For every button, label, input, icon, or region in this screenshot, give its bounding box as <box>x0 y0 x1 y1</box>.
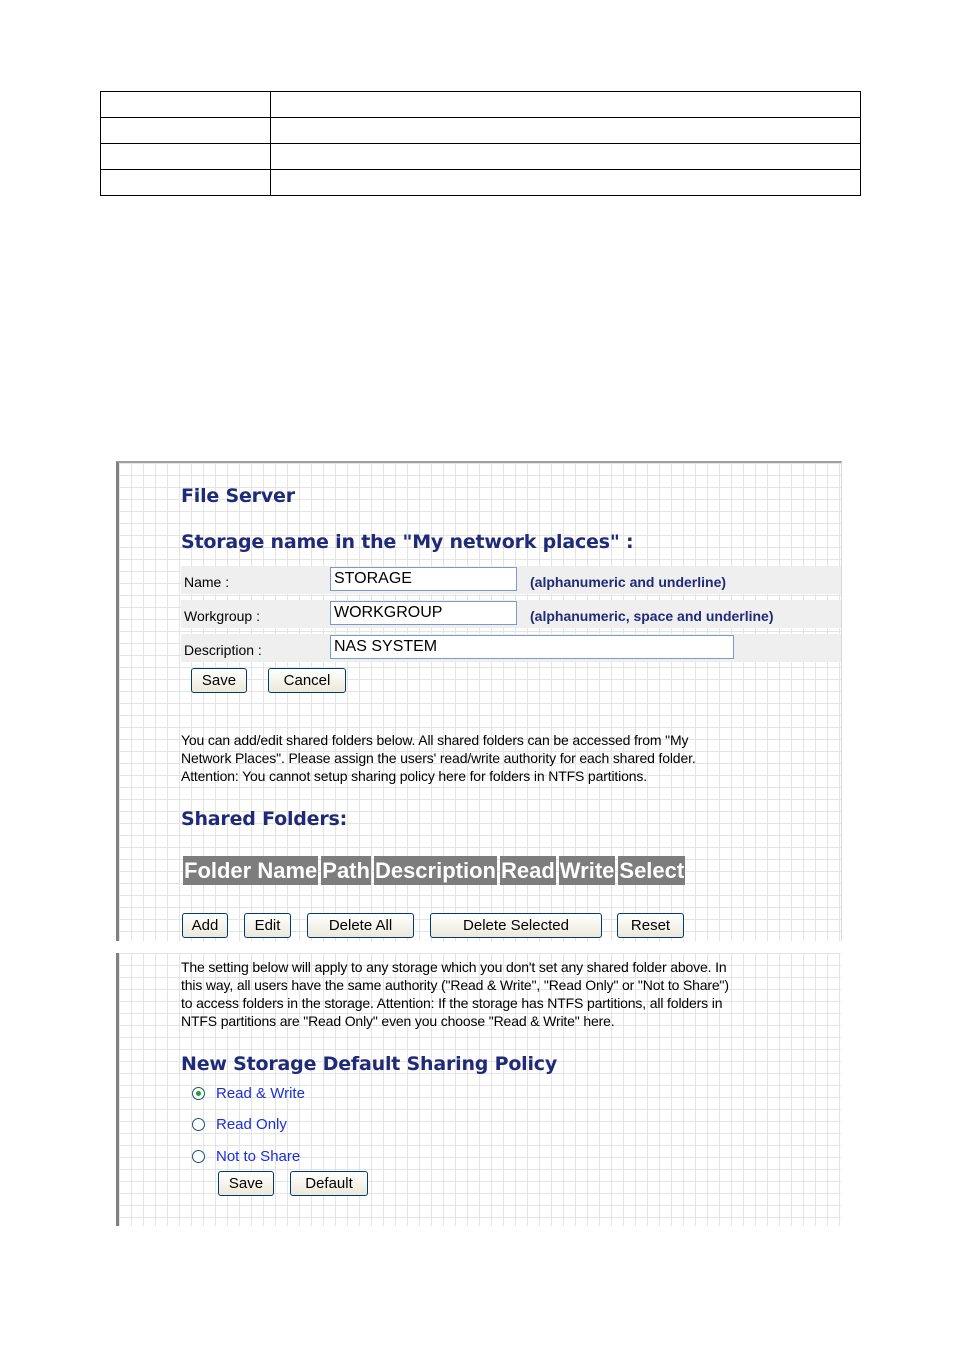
column-header-read: Read <box>500 858 555 883</box>
edit-button[interactable]: Edit <box>244 913 291 938</box>
table-row <box>101 170 861 196</box>
radio-read-only[interactable] <box>192 1116 287 1133</box>
name-input[interactable] <box>330 567 517 591</box>
radio-read-write[interactable] <box>192 1085 305 1102</box>
radio-label[interactable]: Read Only <box>216 1116 287 1133</box>
shared-info-text: You can add/edit shared folders below. All shared folders can be accessed from "My Network Places". Please assign the users' read/write authority for each shared folder. Attention: You cannot setup sharing policy here for folders in NTFS partitions. <box>181 732 696 784</box>
column-header-description: Description <box>374 858 496 883</box>
workgroup-input[interactable] <box>330 601 517 625</box>
radio-label[interactable]: Read & Write <box>216 1085 305 1102</box>
table-row <box>101 144 861 170</box>
sharing-policy-heading: New Storage Default Sharing Policy <box>181 1053 558 1075</box>
shared-folders-heading: Shared Folders: <box>181 808 348 830</box>
column-header-select: Select <box>619 858 685 883</box>
description-label: Description : <box>184 642 262 658</box>
save-button[interactable]: Save <box>191 668 247 693</box>
policy-info-text: The setting below will apply to any storage which you don't set any shared folder above. In this way, all users have the same authority ("Read & Write", "Read Only" or "Not to Share") to access folders in the storage. Attention: If the storage has NTFS partitions, all folders in NTFS partitions are "Read Only" even you choose "Read & Write" here. <box>181 959 729 1029</box>
radio-label[interactable]: Not to Share <box>216 1148 301 1165</box>
workgroup-row <box>181 600 841 628</box>
name-label: Name : <box>184 574 230 590</box>
workgroup-label: Workgroup : <box>184 608 260 624</box>
workgroup-hint: (alphanumeric, space and underline) <box>530 608 774 624</box>
radio-icon[interactable] <box>192 1150 205 1163</box>
description-row <box>181 634 841 662</box>
cancel-button[interactable]: Cancel <box>268 668 346 693</box>
table-row <box>101 92 861 118</box>
default-button[interactable]: Default <box>290 1171 368 1196</box>
radio-icon[interactable] <box>192 1118 205 1131</box>
page-title: File Server <box>181 485 295 507</box>
reset-button[interactable]: Reset <box>617 913 684 938</box>
policy-save-button[interactable]: Save <box>218 1171 274 1196</box>
name-hint: (alphanumeric and underline) <box>530 574 727 590</box>
column-header-write: Write <box>559 858 615 883</box>
column-header-folder-name: Folder Name <box>184 858 318 883</box>
empty-table <box>100 91 861 196</box>
table-row <box>101 118 861 144</box>
sharing-policy-panel <box>116 953 841 1226</box>
file-server-panel <box>116 461 842 941</box>
radio-not-to-share[interactable] <box>192 1148 300 1165</box>
radio-selected-icon[interactable] <box>192 1087 205 1100</box>
delete-selected-button[interactable]: Delete Selected <box>430 913 602 938</box>
add-button[interactable]: Add <box>182 913 228 938</box>
delete-all-button[interactable]: Delete All <box>307 913 414 938</box>
shared-folders-table-header <box>183 856 688 885</box>
storage-name-heading: Storage name in the "My network places" : <box>181 531 634 553</box>
column-header-path: Path <box>322 858 370 883</box>
name-row <box>181 566 841 594</box>
description-input[interactable] <box>330 635 734 659</box>
